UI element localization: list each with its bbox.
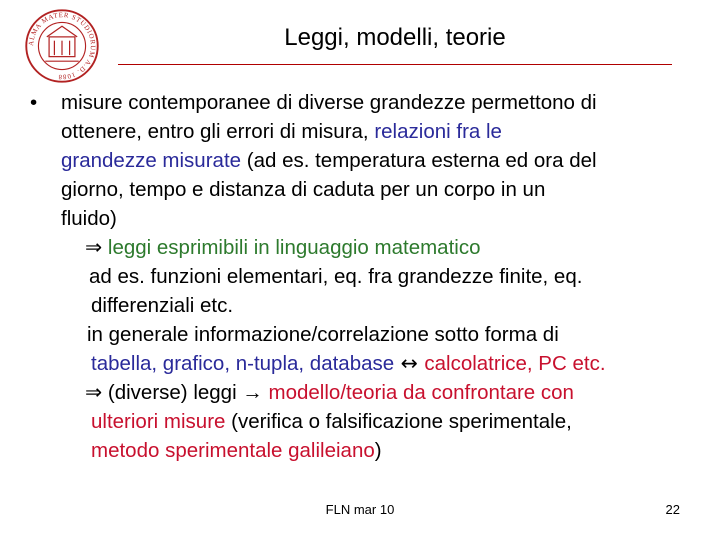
text-line: ad es. funzioni elementari, eq. fra grandezze finite, eq. xyxy=(89,265,583,288)
svg-text:ALMA MATER STUDIORUM A.D. 1088: ALMA MATER STUDIORUM A.D. 1088 xyxy=(28,12,96,80)
text-line: fluido) xyxy=(61,207,117,230)
highlight-text: relazioni fra le xyxy=(374,120,502,143)
text-line: ) xyxy=(374,439,382,462)
double-arrow-icon: ↔ xyxy=(394,351,425,375)
text-line: giorno, tempo e distanza di caduta per un corpo in un xyxy=(61,178,546,201)
highlight-text: modello/teoria da confrontare con xyxy=(268,381,574,404)
text-line: ottenere, entro gli errori di misura, xyxy=(61,120,375,143)
text-line: (diverse) leggi → xyxy=(102,381,269,404)
footer-label: FLN mar 10 xyxy=(325,502,395,517)
text-line: in generale informazione/correlazione sotto forma di xyxy=(87,323,559,346)
implies-arrow-icon: ⇒ xyxy=(85,380,103,404)
implies-arrow-icon: ⇒ xyxy=(85,235,103,259)
slide-title: Leggi, modelli, teorie xyxy=(284,24,506,51)
highlight-text: calcolatrice, PC etc. xyxy=(424,352,606,375)
text-line: (verifica o falsificazione sperimentale, xyxy=(225,410,572,433)
title-divider xyxy=(118,64,672,65)
highlight-text: ulteriori misure xyxy=(91,410,226,433)
highlight-text: leggi esprimibili in linguaggio matematico xyxy=(102,236,481,259)
highlight-text: metodo sperimentale galileiano xyxy=(91,439,375,462)
highlight-text: tabella, grafico, n-tupla, database xyxy=(91,352,395,375)
highlight-text: grandezze misurate xyxy=(61,149,242,172)
bullet-paragraph xyxy=(61,88,700,465)
bullet-icon: • xyxy=(30,91,38,114)
slide-content xyxy=(30,88,700,465)
text-line: (ad es. temperatura esterna ed ora del xyxy=(241,149,597,172)
text-line: misure contemporanee di diverse grandezze permettono di xyxy=(61,91,597,114)
text-line: differenziali etc. xyxy=(91,294,234,317)
university-seal-icon xyxy=(24,8,100,84)
page-number: 22 xyxy=(665,502,680,517)
